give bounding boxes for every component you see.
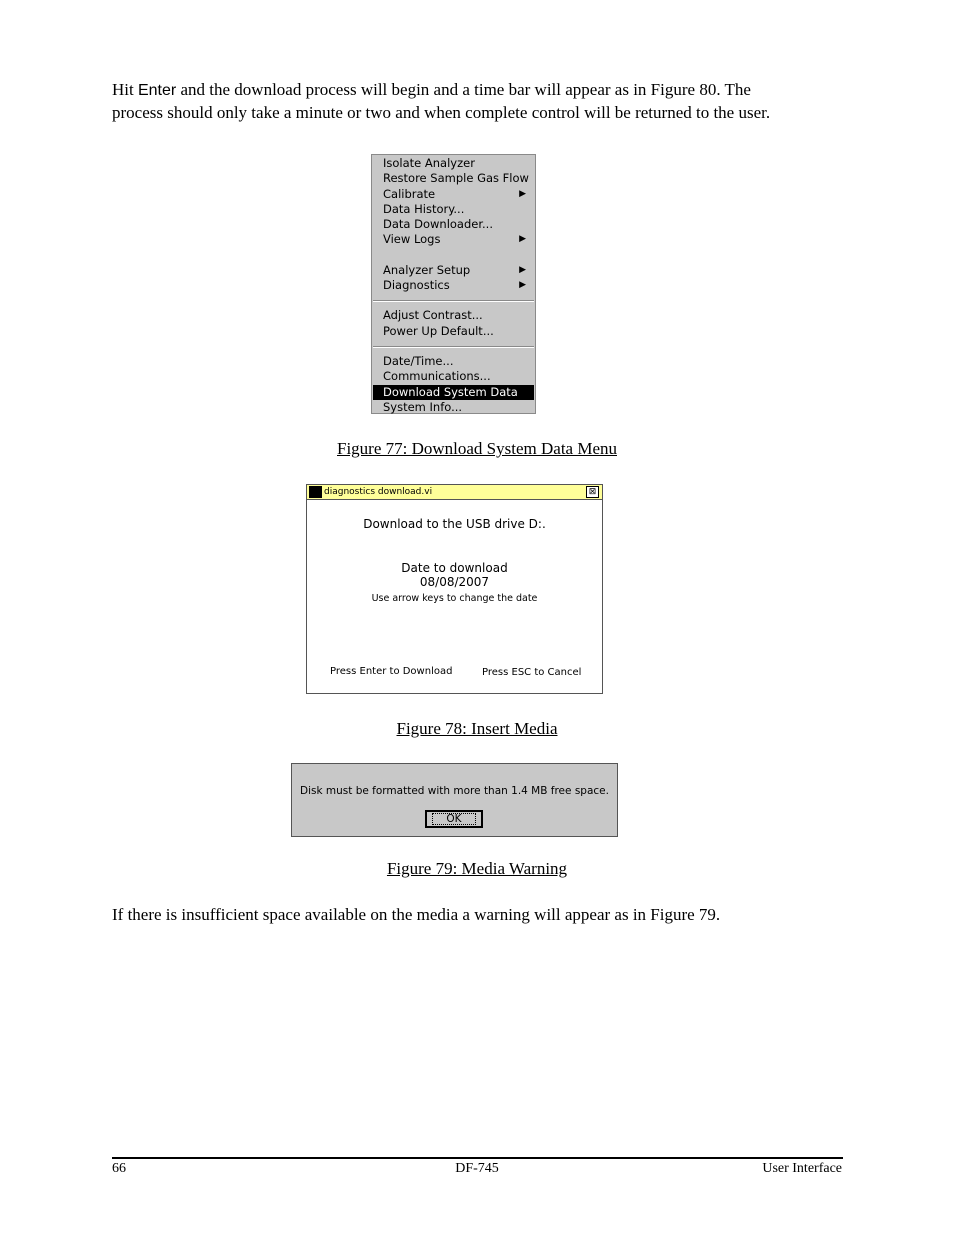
menu-item-calibrate[interactable] xyxy=(372,187,535,202)
menu-item-label: View Logs xyxy=(383,232,441,247)
ok-button-label: OK xyxy=(432,813,476,825)
menu-item-download-system-data[interactable] xyxy=(373,385,534,400)
menu-item-label: Communications... xyxy=(383,369,491,384)
menu-separator xyxy=(372,339,535,354)
menu-item-label: Diagnostics xyxy=(383,278,450,293)
warning-dialog xyxy=(291,763,618,837)
menu-item-label: Restore Sample Gas Flow xyxy=(383,171,529,186)
menu-item-diagnostics[interactable] xyxy=(372,278,535,293)
menu-item-system-info[interactable] xyxy=(372,400,535,415)
download-date-value[interactable]: 08/08/2007 xyxy=(419,575,490,589)
submenu-arrow-icon: ▶ xyxy=(519,234,526,245)
submenu-arrow-icon: ▶ xyxy=(519,264,526,275)
figure-77-caption: Figure 77: Download System Data Menu xyxy=(337,439,617,458)
menu-item-restore-sample-gas-flow[interactable] xyxy=(372,171,535,186)
outro-paragraph: If there is insufficient space available on the media a warning will appear as in Figure 79. xyxy=(112,905,721,924)
menu-item-communications[interactable] xyxy=(372,369,535,384)
menu-item-view-logs[interactable] xyxy=(372,232,535,247)
menu-separator xyxy=(372,293,535,308)
submenu-arrow-icon: ▶ xyxy=(519,188,526,199)
system-menu-icon[interactable] xyxy=(309,486,322,498)
warning-message: Disk must be formatted with more than 1.4 MB free space. xyxy=(300,785,609,797)
footer-page-number: 66 xyxy=(112,1161,126,1176)
menu-item-date-time[interactable] xyxy=(372,354,535,369)
menu-item-adjust-contrast[interactable] xyxy=(372,308,535,323)
menu-item-label: Data History... xyxy=(383,201,465,216)
enter-key-label: Enter xyxy=(137,82,177,99)
main-menu xyxy=(371,154,536,414)
menu-item-label: Adjust Contrast... xyxy=(383,308,483,323)
menu-item-label: Power Up Default... xyxy=(383,323,494,338)
menu-item-label: Calibrate xyxy=(383,186,436,201)
footer-section: User Interface xyxy=(762,1161,842,1176)
menu-item-label: Date/Time... xyxy=(383,353,454,368)
arrow-keys-hint: Use arrow keys to change the date xyxy=(371,593,538,604)
download-dialog xyxy=(306,484,603,694)
figure-78-caption: Figure 78: Insert Media xyxy=(396,719,558,738)
intro-text-start: Hit xyxy=(112,80,138,99)
menu-item-isolate-analyzer[interactable] xyxy=(372,156,535,171)
menu-item-label: Download System Data xyxy=(383,384,518,399)
ok-button[interactable] xyxy=(425,810,483,828)
menu-item-power-up-default[interactable] xyxy=(372,324,535,339)
press-esc-text: Press ESC to Cancel xyxy=(482,667,582,678)
dialog-title-bar xyxy=(307,485,602,500)
menu-item-data-downloader[interactable] xyxy=(372,217,535,232)
menu-item-label: Isolate Analyzer xyxy=(383,156,475,170)
footer-doc-id: DF-745 xyxy=(455,1161,499,1176)
menu-item-label: Analyzer Setup xyxy=(383,262,471,277)
dialog-title: diagnostics download.vi xyxy=(324,487,433,497)
menu-spacer xyxy=(372,248,535,263)
intro-text-end: and the download process will begin and a time bar will appear as in Figure 80. The process should only take a minute or two and when complete control will be returned to the user. xyxy=(112,80,771,122)
close-icon[interactable]: ⊠ xyxy=(586,486,599,498)
intro-paragraph xyxy=(112,79,802,124)
submenu-arrow-icon: ▶ xyxy=(519,280,526,291)
menu-item-label: Data Downloader... xyxy=(383,217,493,232)
download-target-text: Download to the USB drive D:. xyxy=(363,517,546,531)
menu-item-data-history[interactable] xyxy=(372,202,535,217)
press-enter-text: Press Enter to Download xyxy=(330,666,453,677)
footer-rule xyxy=(112,1157,843,1159)
menu-item-analyzer-setup[interactable] xyxy=(372,263,535,278)
figure-79-caption: Figure 79: Media Warning xyxy=(386,859,568,878)
date-to-download-label: Date to download xyxy=(401,561,508,575)
menu-item-label: System Info... xyxy=(383,399,463,414)
